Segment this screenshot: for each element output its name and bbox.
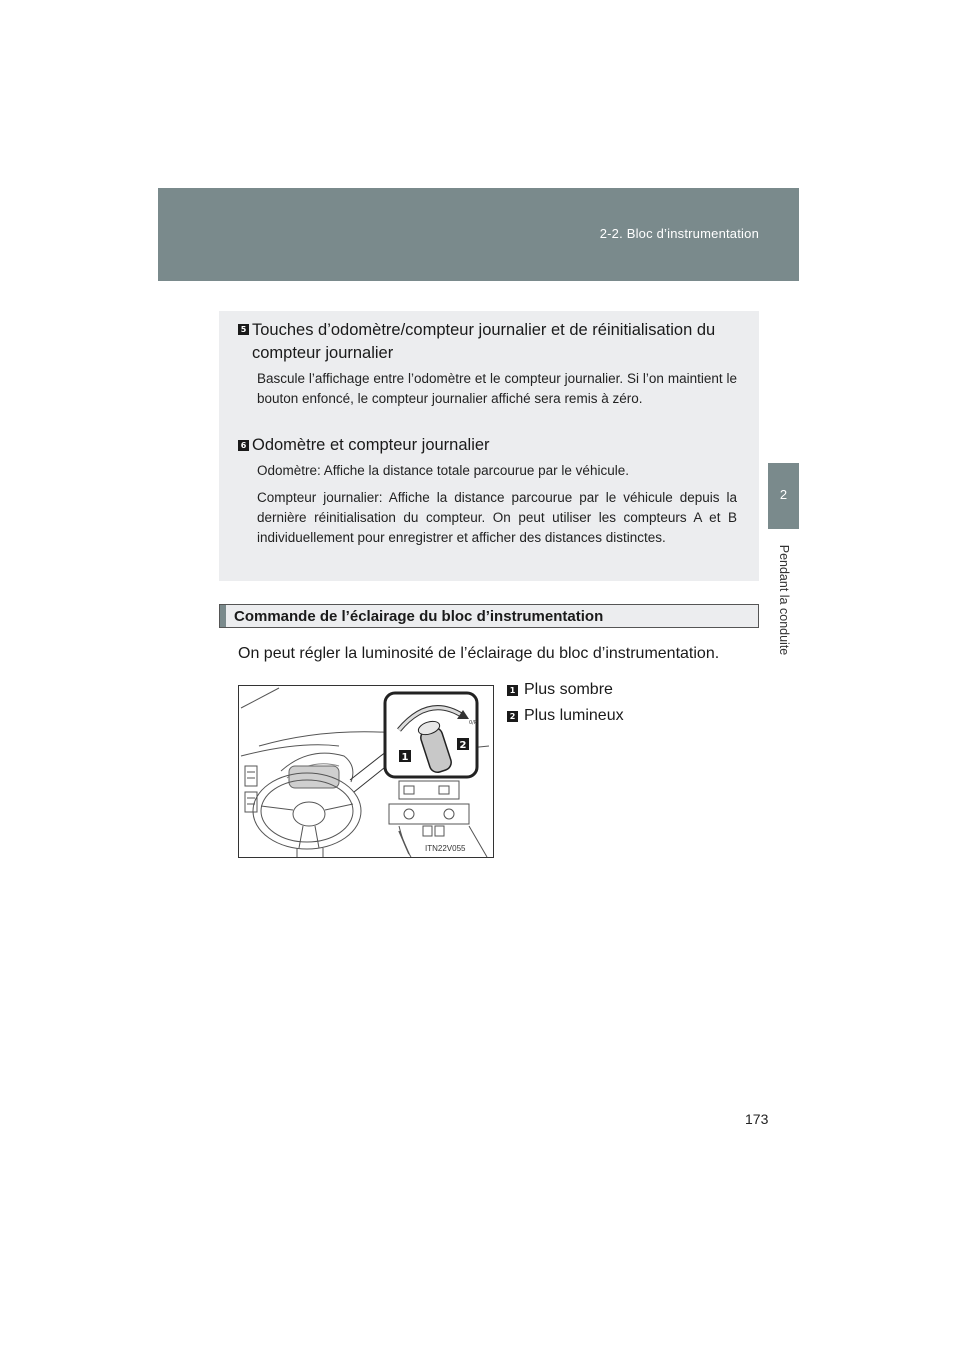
chapter-title: Pendant la conduite bbox=[777, 544, 791, 656]
item-badge-6: 6 bbox=[238, 440, 249, 451]
legend-label-brighter: Plus lumineux bbox=[524, 707, 624, 724]
figure-code: ITN22V055 bbox=[425, 844, 466, 853]
page-number: 173 bbox=[745, 1111, 769, 1127]
section-heading-bar bbox=[219, 604, 759, 628]
item-description-odometer: Odomètre: Affiche la distance totale parcourue par le véhicule. bbox=[257, 463, 629, 478]
chapter-header bbox=[158, 188, 799, 281]
dashboard-drawing bbox=[239, 686, 493, 857]
section-title: 2-2. Bloc d’instrumentation bbox=[599, 226, 759, 241]
legend-badge-1: 1 bbox=[507, 685, 518, 696]
item-description-odometer-buttons: Bascule l’affichage entre l’odomètre et le compteur journalier. Si l’on maintient le bouton enfoncé, le compteur journalier affiché sera remis à zéro. bbox=[257, 371, 737, 406]
callout-2: 2 bbox=[459, 740, 467, 751]
section-intro: On peut régler la luminosité de l’éclairage du bloc d’instrumentation. bbox=[238, 645, 720, 662]
item-heading-odometer: Odomètre et compteur journalier bbox=[252, 436, 490, 454]
section-bar-accent bbox=[220, 605, 226, 627]
item-badge-5: 5 bbox=[238, 324, 249, 335]
legend-label-darker: Plus sombre bbox=[524, 681, 613, 698]
callout-1: 1 bbox=[401, 752, 409, 763]
dashboard-illustration bbox=[238, 685, 494, 858]
svg-text:0/P: 0/P bbox=[469, 720, 477, 726]
legend-badge-2: 2 bbox=[507, 711, 518, 722]
item-description-trip-meter: Compteur journalier: Affiche la distance parcourue par le véhicule depuis la dernière réinitialisation du compteur. On peut utiliser les compteurs A et B individuellement pour enregistrer et afficher des distances distinctes. bbox=[257, 490, 737, 545]
chapter-tab bbox=[768, 463, 799, 529]
item-heading-odometer-buttons: Touches d’odomètre/compteur journalier et de réinitialisation du compteur journalier bbox=[252, 321, 716, 362]
section-heading: Commande de l’éclairage du bloc d’instrumentation bbox=[234, 608, 604, 625]
chapter-number: 2 bbox=[779, 487, 788, 502]
